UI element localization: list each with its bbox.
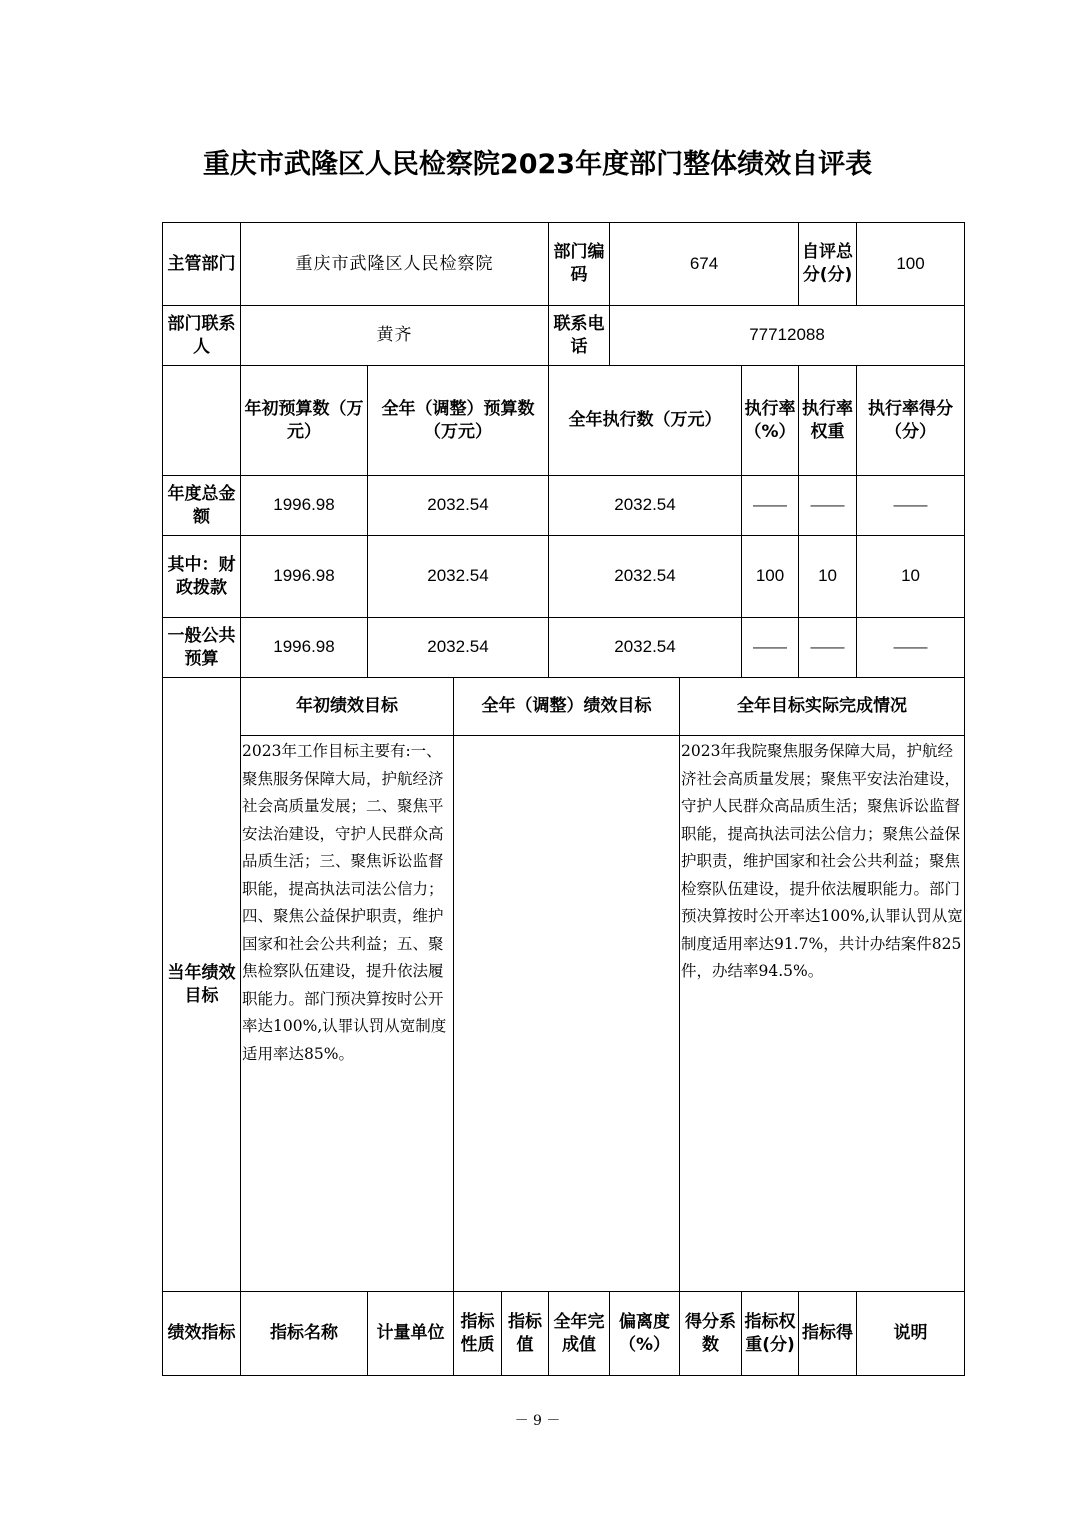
actual-completion-text: 2023年我院聚焦服务保障大局，护航经济社会高质量发展；聚焦平安法治建设，守护人民群众高品质生活；聚焦诉讼监督职能，提高执法司法公信力；聚焦公益保护职责，维护国家和社会公共利益；聚焦检察队伍建设，提升依法履职能力。部门预决算按时公开率达100%,认罪认罚从宽制度适用率达91.7%，共计办结案件825件，办结率94.5%。 [680,736,965,1292]
col-indicator-score: 指标得 [799,1292,857,1376]
col-adjusted-budget: 全年（调整）预算数（万元） [368,366,549,476]
contact-label: 部门联系人 [163,306,241,366]
col-executed: 全年执行数（万元） [549,366,742,476]
score-label: 自评总分(分) [799,223,857,306]
budget-rate-value: 100 [742,536,799,618]
col-initial-budget: 年初预算数（万元） [241,366,368,476]
budget-row-label: 其中：财政拨款 [163,536,241,618]
header-row-dept [163,223,965,306]
col-indicator-weight: 指标权重(分) [742,1292,799,1376]
budget-corner-cell [163,366,241,476]
goals-row-label: 当年绩效目标 [163,678,241,1292]
budget-executed-value: 2032.54 [549,618,742,678]
col-actual-completion: 全年目标实际完成情况 [680,678,965,736]
score-value: 100 [857,223,965,306]
budget-weight-value: 10 [799,536,857,618]
col-exec-weight: 执行率权重 [799,366,857,476]
budget-row [163,618,965,678]
indicators-header-row [163,1292,965,1376]
col-completed-value: 全年完成值 [549,1292,610,1376]
budget-adjusted-value: 2032.54 [368,536,549,618]
initial-goal-text: 2023年工作目标主要有:一、聚焦服务保障大局，护航经济社会高质量发展；二、聚焦平安法治建设，守护人民群众高品质生活；三、聚焦诉讼监督职能，提高执法司法公信力；四、聚焦公益保护职责，维护国家和社会公共利益；五、聚焦检察队伍建设，提升依法履职能力。部门预决算按时公开率达100%,认罪认罚从宽制度适用率达85%。 [241,736,454,1292]
budget-rate-value: —— [742,476,799,536]
budget-adjusted-value: 2032.54 [368,618,549,678]
header-row-contact [163,306,965,366]
budget-weight-value: —— [799,476,857,536]
budget-executed-value: 2032.54 [549,536,742,618]
col-indicator-name: 指标名称 [241,1292,368,1376]
budget-score-value: 10 [857,536,965,618]
contact-value: 黄齐 [241,306,549,366]
col-nature: 指标性质 [454,1292,502,1376]
budget-executed-value: 2032.54 [549,476,742,536]
code-value: 674 [610,223,799,306]
budget-adjusted-value: 2032.54 [368,476,549,536]
col-adjusted-goal: 全年（调整）绩效目标 [454,678,680,736]
phone-label: 联系电话 [549,306,610,366]
page-title: 重庆市武隆区人民检察院2023年度部门整体绩效自评表 [202,149,873,180]
budget-row [163,476,965,536]
budget-row [163,536,965,618]
code-label: 部门编码 [549,223,610,306]
col-exec-rate: 执行率（%） [742,366,799,476]
budget-row-label: 一般公共预算 [163,618,241,678]
col-unit: 计量单位 [368,1292,454,1376]
budget-score-value: —— [857,476,965,536]
col-target-value: 指标值 [502,1292,549,1376]
budget-initial-value: 1996.98 [241,476,368,536]
budget-weight-value: —— [799,618,857,678]
col-exec-score: 执行率得分 （分） [857,366,965,476]
goals-text-row [163,736,965,1292]
budget-score-value: —— [857,618,965,678]
phone-value: 77712088 [610,306,965,366]
col-remarks: 说明 [857,1292,965,1376]
indicators-row-label: 绩效指标 [163,1292,241,1376]
budget-initial-value: 1996.98 [241,618,368,678]
dept-label: 主管部门 [163,223,241,306]
col-initial-goal: 年初绩效目标 [241,678,454,736]
adjusted-goal-text [454,736,680,1292]
budget-rate-value: —— [742,618,799,678]
budget-header-row [163,366,965,476]
col-score-coefficient: 得分系数 [680,1292,742,1376]
self-evaluation-table [162,222,965,1376]
page-number: － 9 － [514,1413,561,1429]
budget-initial-value: 1996.98 [241,536,368,618]
col-deviation: 偏离度（%） [610,1292,680,1376]
dept-value: 重庆市武隆区人民检察院 [241,223,549,306]
budget-row-label: 年度总金额 [163,476,241,536]
goals-header-row [163,678,965,736]
